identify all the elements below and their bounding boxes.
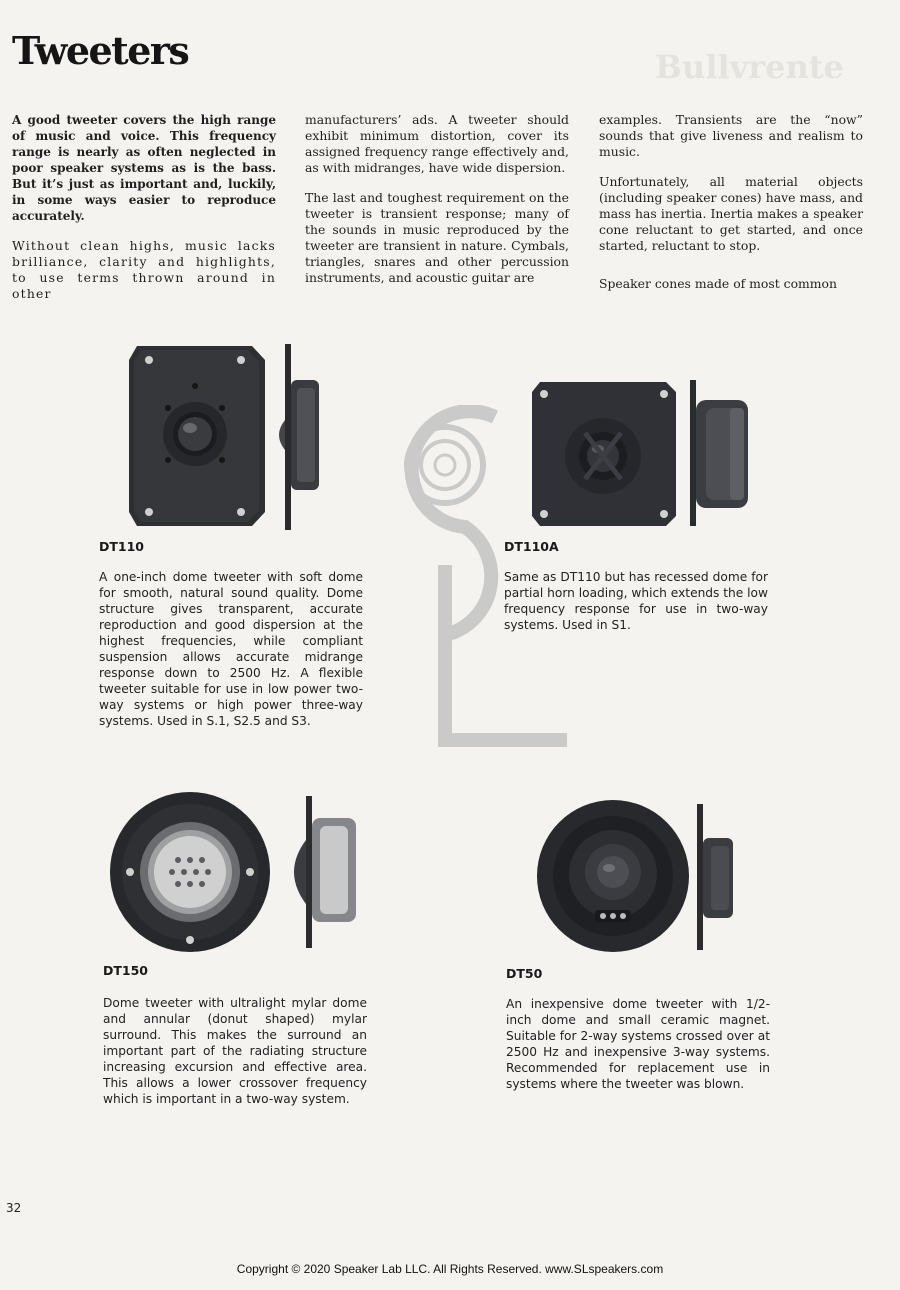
intro-lead-paragraph: A good tweeter covers the high range of music and voice. This frequency range is nearly as often neglected in poor speaker systems as is the bass. But it’s just as important and, luckily, in some ways easier to reproduce accurately. bbox=[12, 113, 276, 223]
intro-paragraph: manufacturers’ ads. A tweeter should exhibit minimum distortion, cover its assigned frequency range effectively and, as with midranges, have wide dispersion. bbox=[305, 112, 569, 175]
dt50-photo bbox=[535, 798, 745, 954]
product-description-dt110: A one-inch dome tweeter with soft dome for smooth, natural sound quality. Dome structure gives transparent, accurate reproduction and good dispersion at the highest frequencies, while compliant suspension allows accurate midrange response down to 2500 Hz. A flexible tweeter suitable for use in low power two-way systems or high power three-way systems. Used in S.1, S2.5 and S3. bbox=[99, 570, 363, 728]
intro-paragraph: examples. Transients are the “now” sounds that give liveness and realism to music. bbox=[599, 112, 863, 159]
intro-paragraph: Without clean highs, music lacks brilliance, clarity and highlights, to use terms thrown around in other bbox=[12, 238, 276, 301]
product-description-dt150: Dome tweeter with ultralight mylar dome and annular (donut shaped) mylar surround. This makes the surround an important part of the radiating structure increasing excursion and effective area. This allows a lower crossover frequency which is important in a two-way system. bbox=[103, 996, 367, 1106]
sl-watermark-logo bbox=[385, 405, 575, 755]
dt150-photo bbox=[110, 790, 360, 954]
intro-column-3 bbox=[599, 112, 863, 306]
product-model-dt110: DT110 bbox=[99, 539, 144, 554]
product-description-dt50: An inexpensive dome tweeter with 1/2-inch dome and small ceramic magnet. Suitable for 2-way systems crossed over at 2500 Hz and inexpensive 3-way systems. Recommended for replacement use in systems where the tweeter was blown. bbox=[506, 997, 770, 1091]
copyright-footer: Copyright © 2020 Speaker Lab LLC. All Rights Reserved. www.SLspeakers.com bbox=[236, 1262, 664, 1276]
intro-paragraph: Speaker cones made of most common bbox=[599, 276, 837, 291]
page-title: Tweeters bbox=[12, 28, 189, 73]
product-model-dt110a: DT110A bbox=[504, 539, 559, 554]
product-model-dt150: DT150 bbox=[103, 963, 148, 978]
product-model-dt50: DT50 bbox=[506, 966, 543, 981]
page-number: 32 bbox=[6, 1201, 22, 1215]
dt110-photo bbox=[127, 340, 327, 532]
intro-paragraph: Unfortunately, all material objects (including speaker cones) have mass, and mass has inertia. Inertia makes a speaker cone reluctant to get started, and once started, reluctant to stop. bbox=[599, 174, 863, 253]
intro-column-2 bbox=[305, 112, 569, 300]
product-description-dt110a: Same as DT110 but has recessed dome for partial horn loading, which extends the low frequency response for use in two-way systems. Used in S1. bbox=[504, 570, 768, 632]
bleed-through-heading: Bullvrente bbox=[655, 48, 844, 86]
intro-column-1 bbox=[12, 112, 276, 316]
intro-paragraph: The last and toughest requirement on the tweeter is transient response; many of the sounds in music reproduced by the tweeter are transient in nature. Cymbals, triangles, snares and other percussion instruments, and acoustic guitar are bbox=[305, 190, 569, 285]
